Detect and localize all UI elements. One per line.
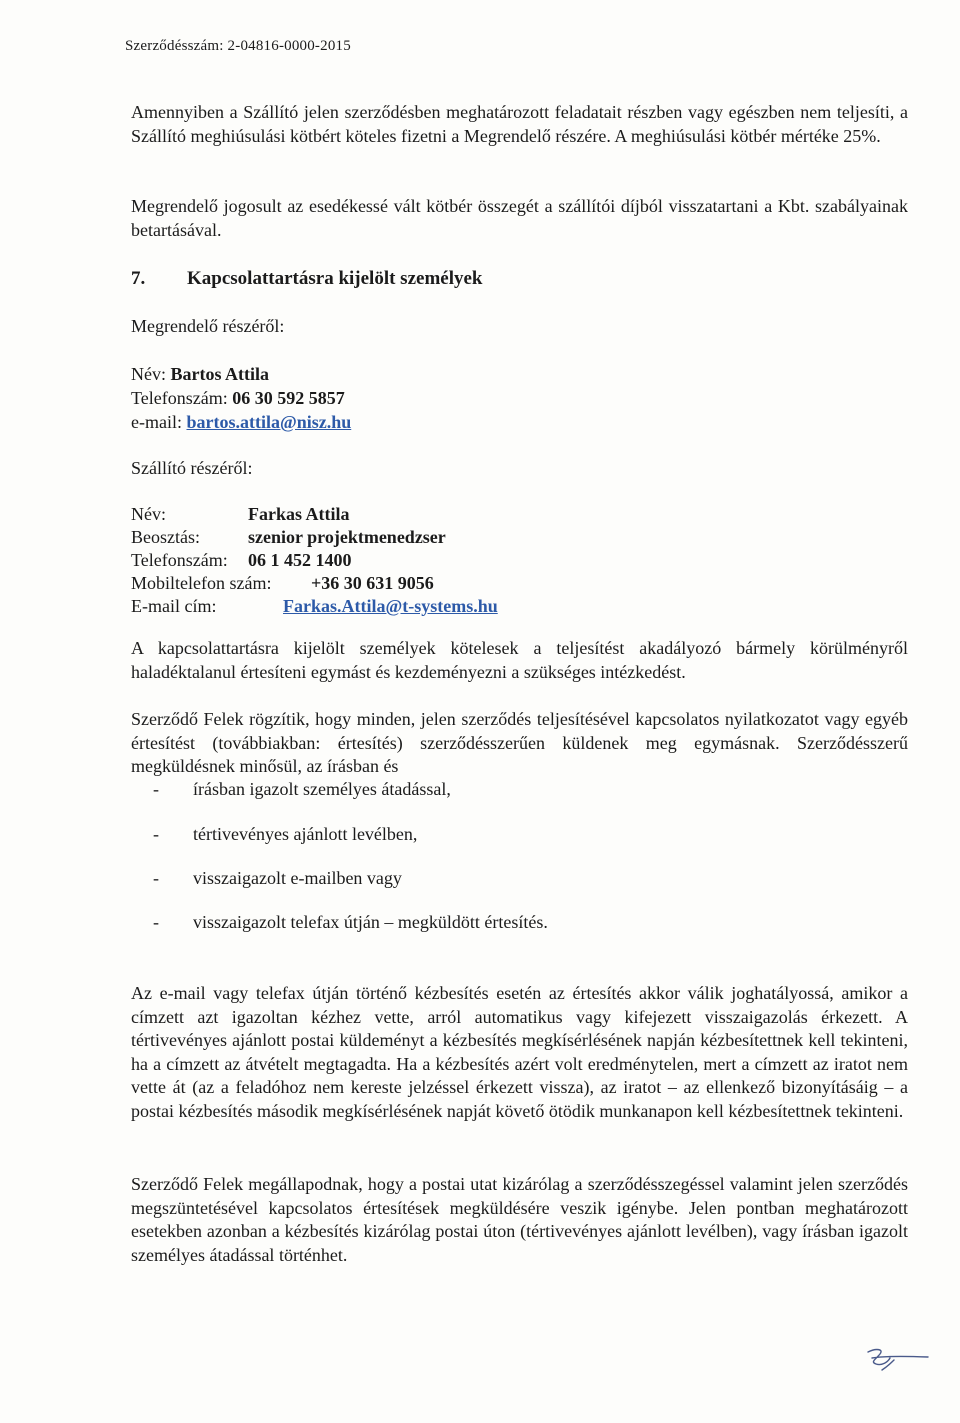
customer-name-row: [131, 364, 269, 385]
customer-heading: Megrendelő részéről:: [131, 316, 285, 336]
postal-usage-paragraph: Szerződő Felek megállapodnak, hogy a postai utat kizárólag a szerződésszegéssel valamint jelen szerződés megszüntetésével kapcsolatos értesítések megküldésére veszik igénybe. Jelen pontban meghatározott esetekben azonban a kézbesítés kizárólag postai úton (tértivevényes ajánlott levélben), vagy írásban igazolt személyes átadással történhet.: [131, 1174, 908, 1265]
list-item: [153, 912, 548, 933]
list-item-text: írásban igazolt személyes átadással,: [193, 779, 451, 799]
supplier-email-link[interactable]: Farkas.Attila@t-systems.hu: [283, 596, 498, 616]
supplier-phone-label: Telefonszám:: [131, 550, 228, 570]
section-heading: [131, 268, 482, 290]
supplier-email-row: [131, 596, 498, 617]
list-item-text: tértivevényes ajánlott levélben,: [193, 824, 418, 844]
supplier-heading: Szállító részéről:: [131, 458, 253, 478]
notification-paragraph: Szerződő Felek rögzítik, hogy minden, jelen szerződés teljesítésével kapcsolatos nyilatkozatot vagy egyéb értesítést (továbbiakban: értesítés) szerződésszerűen küldenek meg egymásnak. Szerződésszerű megküldésnek minősül, az írásban és: [131, 709, 908, 776]
supplier-name-row: [131, 504, 350, 525]
customer-phone-row: [131, 388, 345, 409]
supplier-mobile: +36 30 631 9056: [311, 573, 434, 593]
list-item: [153, 824, 417, 845]
supplier-mobile-row: [131, 573, 434, 594]
supplier-name-label: Név:: [131, 504, 166, 524]
supplier-phone: 06 1 452 1400: [248, 550, 352, 570]
delivery-effect-paragraph: Az e-mail vagy telefax útján történő kézbesítés esetén az értesítés akkor válik joghatályossá, amikor a címzett azt igazoltan kézhez vette, arról automatikus vagy kifejezett visszaigazolás érkezett. A tértivevényes ajánlott postai küldeményt a kézbesítés megkísérlésének napján kézbesítettnek kell tekinteni, ha a címzett az átvételt megtagadta. Ha a kézbesítés azért volt eredménytelen, mert a címzett az iratot nem vette át (az a feladóhoz nem kereste jelzéssel érkezett vissza), az iratot – az ellenkező bizonyításáig – a postai kézbesítés második megkísérlésének napját követő ötödik munkanapon kell kézbesítettnek tekinteni.: [131, 983, 908, 1121]
penalty-paragraph: Amennyiben a Szállító jelen szerződésben meghatározott feladatait részben vagy egészben nem teljesíti, a Szállító meghiúsulási kötbért köteles fizetni a Megrendelő részére. A meghiúsulási kötbér mértéke 25%.: [131, 102, 908, 146]
list-item: [153, 779, 451, 800]
supplier-position-row: [131, 527, 446, 548]
list-dash: -: [153, 868, 159, 888]
retention-paragraph: Megrendelő jogosult az esedékessé vált kötbér összegét a szállítói díjból visszatartani a Kbt. szabályainak betartásával.: [131, 196, 908, 240]
customer-email-link[interactable]: bartos.attila@nisz.hu: [186, 412, 352, 432]
list-item: [153, 868, 402, 889]
supplier-position-label: Beosztás:: [131, 527, 200, 547]
list-item-text: visszaigazolt e-mailben vagy: [193, 868, 402, 888]
supplier-phone-row: [131, 550, 352, 571]
signature-initials: [862, 1340, 932, 1380]
list-item-text: visszaigazolt telefax útján – megküldött értesítés.: [193, 912, 548, 932]
section-title: Kapcsolattartásra kijelölt személyek: [187, 268, 483, 289]
list-dash: -: [153, 779, 159, 799]
supplier-mobile-label: Mobiltelefon szám:: [131, 573, 272, 593]
list-dash: -: [153, 912, 159, 932]
customer-phone-label: Telefonszám:: [131, 388, 228, 408]
customer-email-label: e-mail:: [131, 412, 182, 432]
contract-number: Szerződésszám: 2-04816-0000-2015: [125, 38, 351, 54]
supplier-position: szenior projektmenedzser: [248, 527, 446, 547]
supplier-name: Farkas Attila: [248, 504, 350, 524]
customer-email-row: [131, 412, 351, 433]
customer-name-label: Név:: [131, 364, 166, 384]
section-number: 7.: [131, 268, 146, 289]
supplier-email-label: E-mail cím:: [131, 596, 217, 616]
customer-phone: 06 30 592 5857: [232, 388, 345, 408]
customer-name: Bartos Attila: [170, 364, 269, 384]
contact-duty-paragraph: A kapcsolattartásra kijelölt személyek kötelesek a teljesítést akadályozó bármely körülményről haladéktalanul értesíteni egymást és kezdeményezni a szükséges intézkedést.: [131, 638, 908, 682]
list-dash: -: [153, 824, 159, 844]
